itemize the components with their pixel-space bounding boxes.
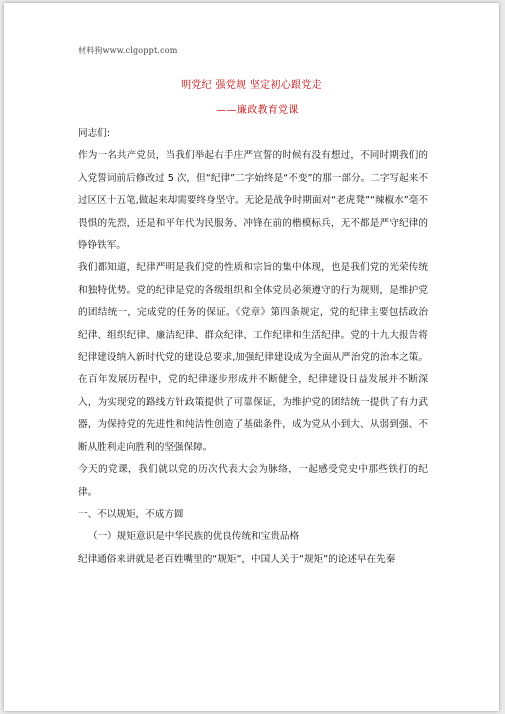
salutation: 同志们: — [78, 128, 111, 139]
subsection-heading: （一）规矩意识是中华民族的优良传统和宝贵品格 — [88, 531, 300, 543]
paragraph: 今天的党课，我们就以党的历次代表大会为脉络，一起感受党史中那些铁打的纪律。 — [78, 464, 428, 498]
paragraph: 我们都知道，纪律严明是我们党的性质和宗旨的集中体现，也是我们党的光荣传统和独特优势。党的纪律是党的各级组织和全体党员必须遵守的行为规则，是维护党的团结统一，完成党的任务的保证。《党章》第四条规定，党的纪律主要包括政治纪律、组织纪律、廉洁纪律、群众纪律、工作纪律和生活纪律。党的十九大报告将纪律建设纳入新时代党的建设总要求,加强纪律建设成为全面从严治党的治本之策。在百年发展历程中，党的纪律逐步形成并不断健全，纪律建设日益发展并不断深入，为实现党的路线方针政策提供了可靠保证，为维护党的团结统一提供了有力武器，为保持党的先进性和纯洁性创造了基础条件，成为党从小到大、从弱到强、不断从胜利走向胜利的坚强保障。 — [78, 262, 428, 453]
document-body — [78, 123, 428, 571]
document-subtitle: ——廉政教育党课 — [216, 105, 299, 116]
document-page — [4, 3, 499, 711]
paragraph: 纪律通俗来讲就是老百姓嘴里的“规矩”，中国人关于“规矩”的论述早在先秦 — [78, 553, 396, 565]
document-title: 明党纪 强党规 坚定初心跟党走 — [181, 80, 322, 91]
section-heading: 一、不以规矩，不成方圆 — [78, 508, 184, 520]
watermark: 材料狗www.clgoppt.com — [78, 46, 178, 55]
paragraph: 作为一名共产党员，当我们举起右手庄严宣誓的时候有没有想过，不同时期我们的入党誓词前后修改过 5 次，但“纪律”二字始终是“不变”的那一部分。二字写起来不过区区十五笔,做起来却需要终身坚守。无论是战争时期面对“老虎凳”“辣椒水”毫不畏惧的先烈，还是和平年代为民服务、冲锋在前的楷模标兵，无不都是严守纪律的铮铮铁军。 — [78, 150, 428, 252]
